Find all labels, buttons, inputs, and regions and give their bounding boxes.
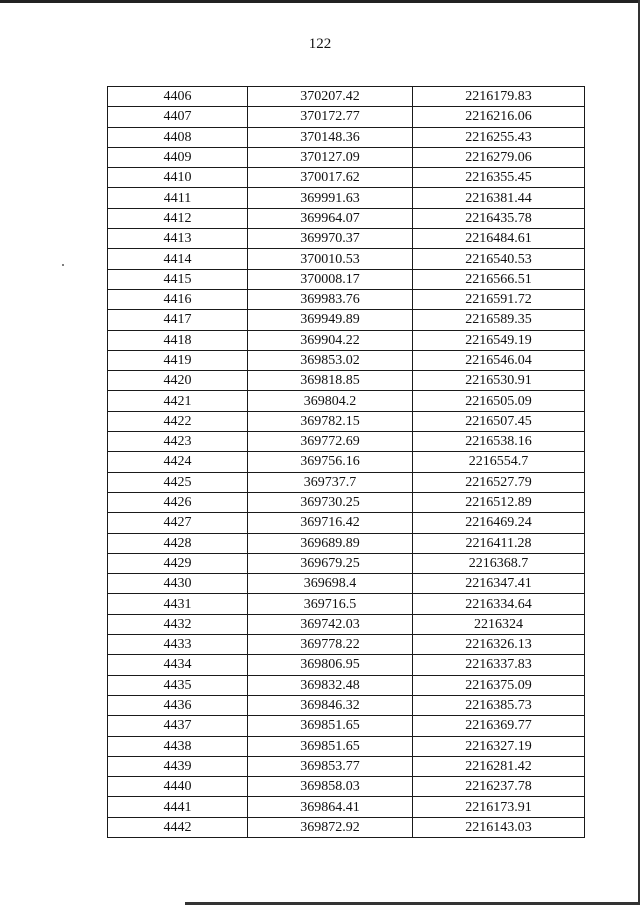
point-number-cell: 4419 [108, 350, 248, 370]
point-number-cell: 4440 [108, 777, 248, 797]
point-number-cell: 4427 [108, 513, 248, 533]
x-coordinate-cell: 369851.65 [248, 736, 413, 756]
table-row [108, 492, 585, 512]
point-number-cell: 4430 [108, 574, 248, 594]
table-row [108, 817, 585, 837]
x-coordinate-cell: 370172.77 [248, 107, 413, 127]
x-coordinate-cell: 369756.16 [248, 452, 413, 472]
y-coordinate-cell: 2216381.44 [413, 188, 585, 208]
table-row [108, 411, 585, 431]
x-coordinate-cell: 369832.48 [248, 675, 413, 695]
point-number-cell: 4420 [108, 371, 248, 391]
y-coordinate-cell: 2216512.89 [413, 492, 585, 512]
y-coordinate-cell: 2216327.19 [413, 736, 585, 756]
table-row [108, 350, 585, 370]
y-coordinate-cell: 2216337.83 [413, 655, 585, 675]
x-coordinate-cell: 369991.63 [248, 188, 413, 208]
x-coordinate-cell: 370008.17 [248, 269, 413, 289]
y-coordinate-cell: 2216527.79 [413, 472, 585, 492]
table-row [108, 472, 585, 492]
table-row [108, 432, 585, 452]
point-number-cell: 4416 [108, 289, 248, 309]
point-number-cell: 4417 [108, 310, 248, 330]
y-coordinate-cell: 2216179.83 [413, 87, 585, 107]
table-row [108, 513, 585, 533]
y-coordinate-cell: 2216173.91 [413, 797, 585, 817]
x-coordinate-cell: 369804.2 [248, 391, 413, 411]
table-row [108, 574, 585, 594]
point-number-cell: 4438 [108, 736, 248, 756]
table-row [108, 716, 585, 736]
y-coordinate-cell: 2216347.41 [413, 574, 585, 594]
point-number-cell: 4409 [108, 147, 248, 167]
x-coordinate-cell: 369679.25 [248, 553, 413, 573]
x-coordinate-cell: 370127.09 [248, 147, 413, 167]
y-coordinate-cell: 2216281.42 [413, 756, 585, 776]
point-number-cell: 4426 [108, 492, 248, 512]
y-coordinate-cell: 2216375.09 [413, 675, 585, 695]
table-row [108, 208, 585, 228]
table-row [108, 614, 585, 634]
y-coordinate-cell: 2216589.35 [413, 310, 585, 330]
coordinates-table-body [108, 87, 585, 838]
x-coordinate-cell: 369689.89 [248, 533, 413, 553]
point-number-cell: 4413 [108, 229, 248, 249]
x-coordinate-cell: 369806.95 [248, 655, 413, 675]
point-number-cell: 4429 [108, 553, 248, 573]
y-coordinate-cell: 2216385.73 [413, 695, 585, 715]
y-coordinate-cell: 2216334.64 [413, 594, 585, 614]
page-number: 122 [308, 36, 332, 52]
x-coordinate-cell: 370148.36 [248, 127, 413, 147]
point-number-cell: 4437 [108, 716, 248, 736]
x-coordinate-cell: 369716.5 [248, 594, 413, 614]
point-number-cell: 4434 [108, 655, 248, 675]
x-coordinate-cell: 369730.25 [248, 492, 413, 512]
x-coordinate-cell: 369904.22 [248, 330, 413, 350]
y-coordinate-cell: 2216546.04 [413, 350, 585, 370]
x-coordinate-cell: 369737.7 [248, 472, 413, 492]
y-coordinate-cell: 2216255.43 [413, 127, 585, 147]
y-coordinate-cell: 2216591.72 [413, 289, 585, 309]
table-row [108, 269, 585, 289]
point-number-cell: 4422 [108, 411, 248, 431]
x-coordinate-cell: 369846.32 [248, 695, 413, 715]
point-number-cell: 4431 [108, 594, 248, 614]
x-coordinate-cell: 369949.89 [248, 310, 413, 330]
y-coordinate-cell: 2216368.7 [413, 553, 585, 573]
point-number-cell: 4407 [108, 107, 248, 127]
y-coordinate-cell: 2216549.19 [413, 330, 585, 350]
point-number-cell: 4441 [108, 797, 248, 817]
table-row [108, 107, 585, 127]
table-row [108, 594, 585, 614]
point-number-cell: 4408 [108, 127, 248, 147]
table-row [108, 777, 585, 797]
point-number-cell: 4410 [108, 168, 248, 188]
y-coordinate-cell: 2216566.51 [413, 269, 585, 289]
x-coordinate-cell: 369772.69 [248, 432, 413, 452]
y-coordinate-cell: 2216540.53 [413, 249, 585, 269]
point-number-cell: 4439 [108, 756, 248, 776]
point-number-cell: 4406 [108, 87, 248, 107]
table-row [108, 391, 585, 411]
table-row [108, 797, 585, 817]
x-coordinate-cell: 369782.15 [248, 411, 413, 431]
point-number-cell: 4433 [108, 635, 248, 655]
point-number-cell: 4442 [108, 817, 248, 837]
table-row [108, 249, 585, 269]
x-coordinate-cell: 369778.22 [248, 635, 413, 655]
x-coordinate-cell: 369858.03 [248, 777, 413, 797]
point-number-cell: 4432 [108, 614, 248, 634]
y-coordinate-cell: 2216355.45 [413, 168, 585, 188]
x-coordinate-cell: 369970.37 [248, 229, 413, 249]
table-row [108, 87, 585, 107]
table-row [108, 635, 585, 655]
table-row [108, 127, 585, 147]
x-coordinate-cell: 369853.77 [248, 756, 413, 776]
x-coordinate-cell: 369872.92 [248, 817, 413, 837]
table-row [108, 188, 585, 208]
table-row [108, 229, 585, 249]
y-coordinate-cell: 2216279.06 [413, 147, 585, 167]
x-coordinate-cell: 369853.02 [248, 350, 413, 370]
y-coordinate-cell: 2216435.78 [413, 208, 585, 228]
table-row [108, 371, 585, 391]
point-number-cell: 4421 [108, 391, 248, 411]
scan-speck [62, 264, 64, 266]
table-row [108, 289, 585, 309]
x-coordinate-cell: 369716.42 [248, 513, 413, 533]
y-coordinate-cell: 2216237.78 [413, 777, 585, 797]
y-coordinate-cell: 2216326.13 [413, 635, 585, 655]
table-row [108, 553, 585, 573]
table-row [108, 655, 585, 675]
point-number-cell: 4436 [108, 695, 248, 715]
point-number-cell: 4435 [108, 675, 248, 695]
point-number-cell: 4412 [108, 208, 248, 228]
point-number-cell: 4428 [108, 533, 248, 553]
x-coordinate-cell: 369851.65 [248, 716, 413, 736]
point-number-cell: 4424 [108, 452, 248, 472]
x-coordinate-cell: 370010.53 [248, 249, 413, 269]
table-row [108, 310, 585, 330]
table-row [108, 736, 585, 756]
y-coordinate-cell: 2216369.77 [413, 716, 585, 736]
y-coordinate-cell: 2216143.03 [413, 817, 585, 837]
x-coordinate-cell: 369818.85 [248, 371, 413, 391]
x-coordinate-cell: 369742.03 [248, 614, 413, 634]
point-number-cell: 4418 [108, 330, 248, 350]
table-row [108, 533, 585, 553]
y-coordinate-cell: 2216324 [413, 614, 585, 634]
x-coordinate-cell: 369698.4 [248, 574, 413, 594]
table-row [108, 675, 585, 695]
table-row [108, 756, 585, 776]
table-row [108, 695, 585, 715]
y-coordinate-cell: 2216538.16 [413, 432, 585, 452]
point-number-cell: 4423 [108, 432, 248, 452]
y-coordinate-cell: 2216505.09 [413, 391, 585, 411]
y-coordinate-cell: 2216216.06 [413, 107, 585, 127]
x-coordinate-cell: 369964.07 [248, 208, 413, 228]
y-coordinate-cell: 2216554.7 [413, 452, 585, 472]
x-coordinate-cell: 370017.62 [248, 168, 413, 188]
table-row [108, 168, 585, 188]
y-coordinate-cell: 2216411.28 [413, 533, 585, 553]
coordinates-table [107, 86, 585, 838]
x-coordinate-cell: 369864.41 [248, 797, 413, 817]
point-number-cell: 4411 [108, 188, 248, 208]
y-coordinate-cell: 2216507.45 [413, 411, 585, 431]
table-row [108, 330, 585, 350]
y-coordinate-cell: 2216484.61 [413, 229, 585, 249]
page-border-top [0, 0, 640, 3]
point-number-cell: 4425 [108, 472, 248, 492]
point-number-cell: 4415 [108, 269, 248, 289]
y-coordinate-cell: 2216469.24 [413, 513, 585, 533]
table-row [108, 147, 585, 167]
table-row [108, 452, 585, 472]
point-number-cell: 4414 [108, 249, 248, 269]
x-coordinate-cell: 370207.42 [248, 87, 413, 107]
y-coordinate-cell: 2216530.91 [413, 371, 585, 391]
x-coordinate-cell: 369983.76 [248, 289, 413, 309]
